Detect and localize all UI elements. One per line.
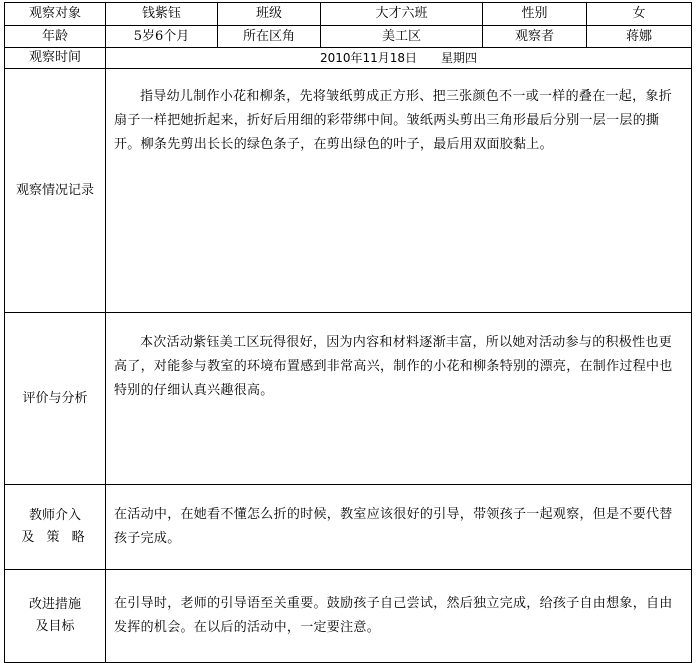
improvement-label [5, 570, 106, 663]
observed-label: 观察对象 [5, 3, 106, 26]
age-label: 年龄 [5, 26, 106, 48]
time-value: 2010年11月18日 星期四 [106, 48, 692, 69]
record-row [5, 69, 692, 313]
evaluation-row [5, 313, 692, 485]
header-row-1 [5, 3, 692, 26]
header-row-2 [5, 26, 692, 48]
time-label: 观察时间 [5, 48, 106, 69]
age-value: 5岁6个月 [106, 26, 218, 48]
observed-value: 钱紫钰 [106, 3, 218, 26]
teacher-row [5, 485, 692, 570]
time-row [5, 48, 692, 69]
record-label: 观察情况记录 [5, 69, 106, 313]
improvement-row [5, 570, 692, 663]
observation-table [4, 2, 692, 663]
evaluation-text: 本次活动紫钰美工区玩得很好，因为内容和材料逐渐丰富，所以她对活动参与的积极性也更高了，对能参与教室的环境布置感到非常高兴，制作的小花和柳条特别的漂亮，在制作过程中也特别的仔细认真兴趣很高。 [106, 313, 692, 485]
class-value: 大才六班 [321, 3, 483, 26]
area-value: 美工区 [321, 26, 483, 48]
teacher-label-line-1: 教师介入 [28, 508, 81, 523]
improvement-label-line-2: 及目标 [35, 619, 75, 634]
teacher-label [5, 485, 106, 570]
observer-label: 观察者 [483, 26, 587, 48]
record-text: 指导幼儿制作小花和柳条，先将皱纸剪成正方形、把三张颜色不一或一样的叠在一起，象折扇子一样把她折起来，折好后用细的彩带绑中间。皱纸两头剪出三角形最后分别一层一层的撕开。柳条先剪出长长的绿色条子，在剪出绿色的叶子，最后用双面胶黏上。 [106, 69, 692, 313]
class-label: 班级 [218, 3, 321, 26]
improvement-text: 在引导时，老师的引导语至关重要。鼓励孩子自己尝试，然后独立完成，给孩子自由想象，自由发挥的机会。在以后的活动中，一定要注意。 [106, 570, 692, 663]
gender-label: 性别 [483, 3, 587, 26]
observation-record-sheet [4, 2, 691, 635]
observer-value: 蒋娜 [587, 26, 692, 48]
improvement-label-line-1: 改进措施 [28, 597, 81, 612]
teacher-text: 在活动中，在她看不懂怎么折的时候，教室应该很好的引导，带领孩子一起观察，但是不要代替孩子完成。 [106, 485, 692, 570]
area-label: 所在区角 [218, 26, 321, 48]
teacher-label-line-2: 及 策 略 [21, 530, 89, 545]
evaluation-label: 评价与分析 [5, 313, 106, 485]
gender-value: 女 [587, 3, 692, 26]
